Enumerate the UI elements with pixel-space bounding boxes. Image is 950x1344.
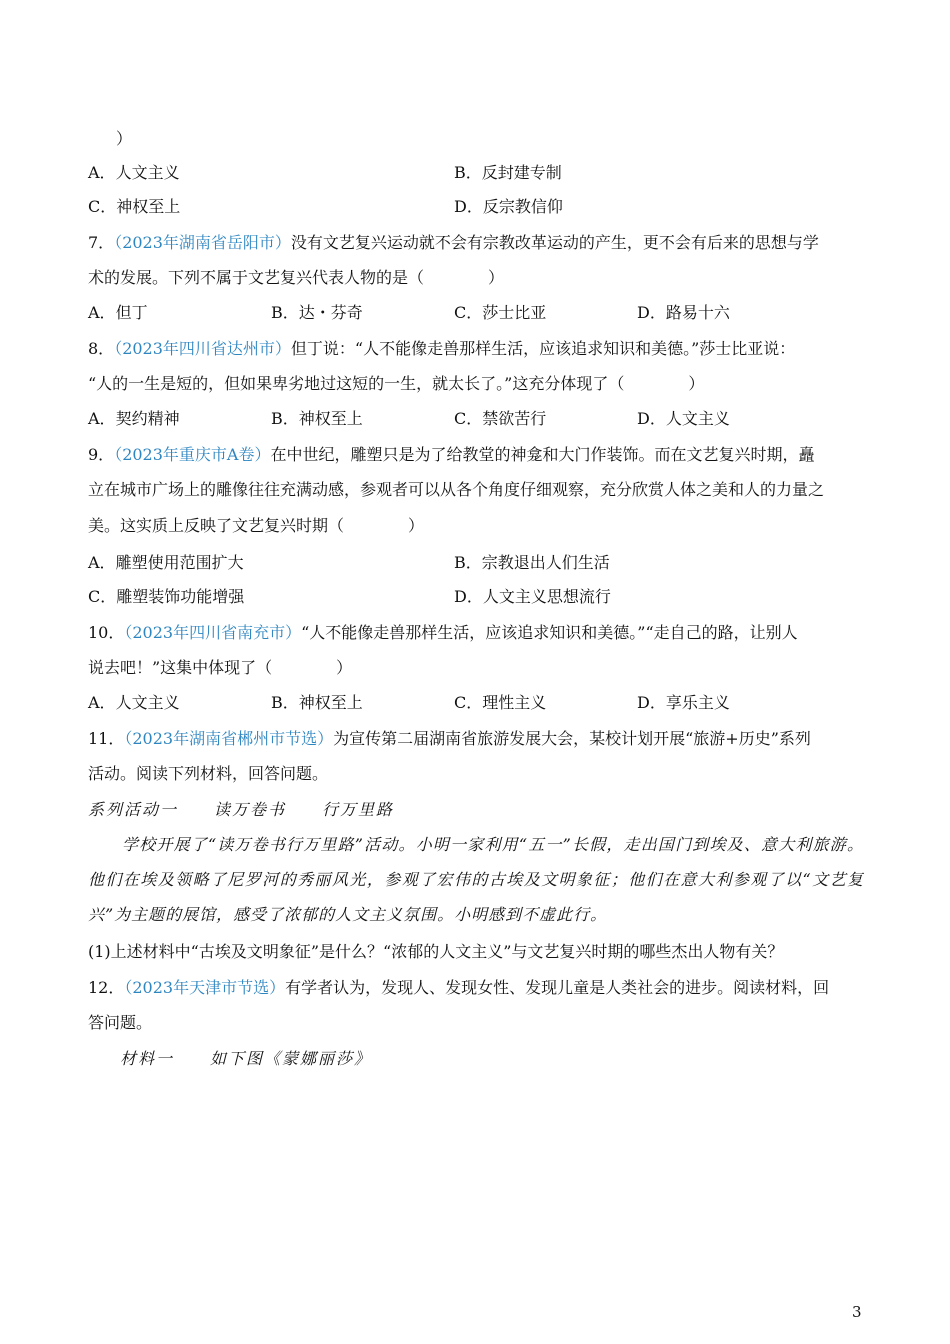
q7-option-c[interactable] (454, 302, 546, 324)
option-letter: C． (454, 303, 483, 322)
q11-material: 学校开展了“读万卷书行万里路”活动。小明一家利用“五一”长假，走出国门到埃及、意大利旅游。他们在埃及领略了尼罗河的秀丽风光，参观了宏伟的古埃及文明象征；他们在意大利参观了以“文艺复兴”为主题的展馆，感受了浓郁的人文主义氛围。小明感到不虚此行。 (88, 835, 864, 924)
q11-stem-line1 (88, 728, 811, 750)
option-text: 神权至上 (116, 197, 181, 216)
option-text: 反封建专制 (481, 163, 562, 182)
question-number: 7． (88, 233, 115, 252)
q8-stem-line1 (88, 338, 795, 360)
option-letter: D． (454, 197, 483, 216)
question-source: （2023年四川省南充市） (124, 623, 302, 642)
question-source: （2023年天津市节选） (124, 978, 286, 997)
q7-option-b[interactable] (271, 302, 363, 324)
q8-option-b[interactable] (271, 408, 363, 430)
q12-stem-line2: 答问题。 (88, 1013, 153, 1032)
option-letter: C． (454, 693, 483, 712)
q8-option-c[interactable] (454, 408, 546, 430)
q9-option-a[interactable] (88, 552, 244, 574)
option-text: 雕塑使用范围扩大 (115, 553, 244, 572)
question-source: （2023年四川省达州市） (114, 339, 291, 358)
q11-subquestion-1: (1)上述材料中“古埃及文明象征”是什么？“浓郁的人文主义”与文艺复兴时期的哪些杰出人物有关？ (88, 942, 784, 961)
option-letter: D． (637, 409, 666, 428)
option-text: 人文主义 (665, 409, 730, 428)
q10-stem-line2: 说去吧！”这集中体现了（ ） (88, 658, 353, 677)
q6-option-a[interactable] (88, 162, 180, 184)
option-text: 达・芬奇 (298, 303, 363, 322)
option-letter: B． (454, 553, 482, 572)
question-text: 有学者认为，发现人、发现女性、发现儿童是人类社会的进步。阅读材料，回 (285, 978, 830, 997)
option-letter: C． (88, 587, 117, 606)
q6-option-d[interactable] (454, 196, 563, 218)
option-letter: B． (271, 693, 299, 712)
option-text: 莎士比亚 (482, 303, 547, 322)
q9-stem-line2: 立在城市广场上的雕像往往充满动感，参观者可以从各个角度仔细观察，充分欣赏人体之美和人的力量之 (88, 480, 825, 499)
question-source: （2023年湖南省郴州市节选） (124, 729, 334, 748)
q8-stem-line2: “人的一生是短的，但如果卑劣地过这短的一生，就太长了。”这充分体现了（ ） (88, 374, 705, 393)
option-letter: A． (88, 693, 116, 712)
question-text: 没有文艺复兴运动就不会有宗教改革运动的产生，更不会有后来的思想与学 (290, 233, 819, 252)
q9-option-c[interactable] (88, 586, 244, 608)
q9-option-b[interactable] (454, 552, 610, 574)
question-number: 8． (88, 339, 115, 358)
option-letter: D． (637, 693, 666, 712)
question-text: 在中世纪，雕塑只是为了给教堂的神龛和大门作装饰。而在文艺复兴时期，矗 (270, 445, 815, 464)
option-letter: D． (454, 587, 483, 606)
question-text: 但丁说：“人不能像走兽那样生活，应该追求知识和美德。”莎士比亚说： (290, 339, 796, 358)
option-letter: A． (88, 303, 116, 322)
option-text: 人文主义 (115, 163, 180, 182)
q11-stem-line2: 活动。阅读下列材料，回答问题。 (88, 764, 329, 783)
option-text: 但丁 (115, 303, 148, 322)
option-text: 理性主义 (482, 693, 547, 712)
option-letter: A． (88, 409, 116, 428)
q6-option-b[interactable] (454, 162, 562, 184)
option-text: 人文主义思想流行 (482, 587, 611, 606)
question-number: 11． (88, 729, 125, 748)
q10-option-d[interactable] (637, 692, 730, 714)
q6-option-c[interactable] (88, 196, 180, 218)
question-text: “人不能像走兽那样生活，应该追求知识和美德。”“走自己的路，让别人 (301, 623, 798, 642)
option-letter: B． (271, 409, 299, 428)
question-number: 10． (88, 623, 125, 642)
option-text: 神权至上 (298, 693, 363, 712)
q10-option-c[interactable] (454, 692, 546, 714)
q9-option-d[interactable] (454, 586, 611, 608)
option-letter: B． (271, 303, 299, 322)
option-text: 神权至上 (298, 409, 363, 428)
q12-material-label: 材料一 如下图《蒙娜丽莎》 (120, 1049, 373, 1068)
question-source: （2023年重庆市A卷） (114, 445, 271, 464)
q8-option-a[interactable] (88, 408, 180, 430)
q12-stem-line1 (88, 977, 829, 999)
q9-stem-line1 (88, 444, 814, 466)
question-source: （2023年湖南省岳阳市） (114, 233, 291, 252)
option-text: 契约精神 (115, 409, 180, 428)
option-text: 宗教退出人们生活 (481, 553, 610, 572)
option-letter: A． (88, 163, 116, 182)
q10-option-b[interactable] (271, 692, 363, 714)
q10-stem-line1 (88, 622, 798, 644)
question-text: 为宣传第二届湖南省旅游发展大会，某校计划开展“旅游+历史”系列 (333, 729, 811, 748)
option-letter: C． (454, 409, 483, 428)
question-number: 12． (88, 978, 125, 997)
q7-stem-line2: 术的发展。下列不属于文艺复兴代表人物的是（ ） (88, 268, 505, 287)
q9-stem-line3: 美。这实质上反映了文艺复兴时期（ ） (88, 516, 425, 535)
option-text: 人文主义 (115, 693, 180, 712)
q7-option-d[interactable] (637, 302, 730, 324)
q7-option-a[interactable] (88, 302, 148, 324)
q7-stem-line1 (88, 232, 819, 254)
option-text: 禁欲苦行 (482, 409, 547, 428)
question-number: 9． (88, 445, 115, 464)
q8-option-d[interactable] (637, 408, 730, 430)
option-text: 路易十六 (665, 303, 730, 322)
option-text: 反宗教信仰 (482, 197, 563, 216)
q11-series-title: 系列活动一 读万卷书 行万里路 (88, 800, 395, 819)
option-letter: C． (88, 197, 117, 216)
q10-option-a[interactable] (88, 692, 180, 714)
page-number: 3 (852, 1303, 862, 1321)
option-letter: D． (637, 303, 666, 322)
option-text: 雕塑装饰功能增强 (116, 587, 245, 606)
option-text: 享乐主义 (665, 693, 730, 712)
q6-paren-close: ） (116, 129, 133, 148)
option-letter: A． (88, 553, 116, 572)
option-letter: B． (454, 163, 482, 182)
